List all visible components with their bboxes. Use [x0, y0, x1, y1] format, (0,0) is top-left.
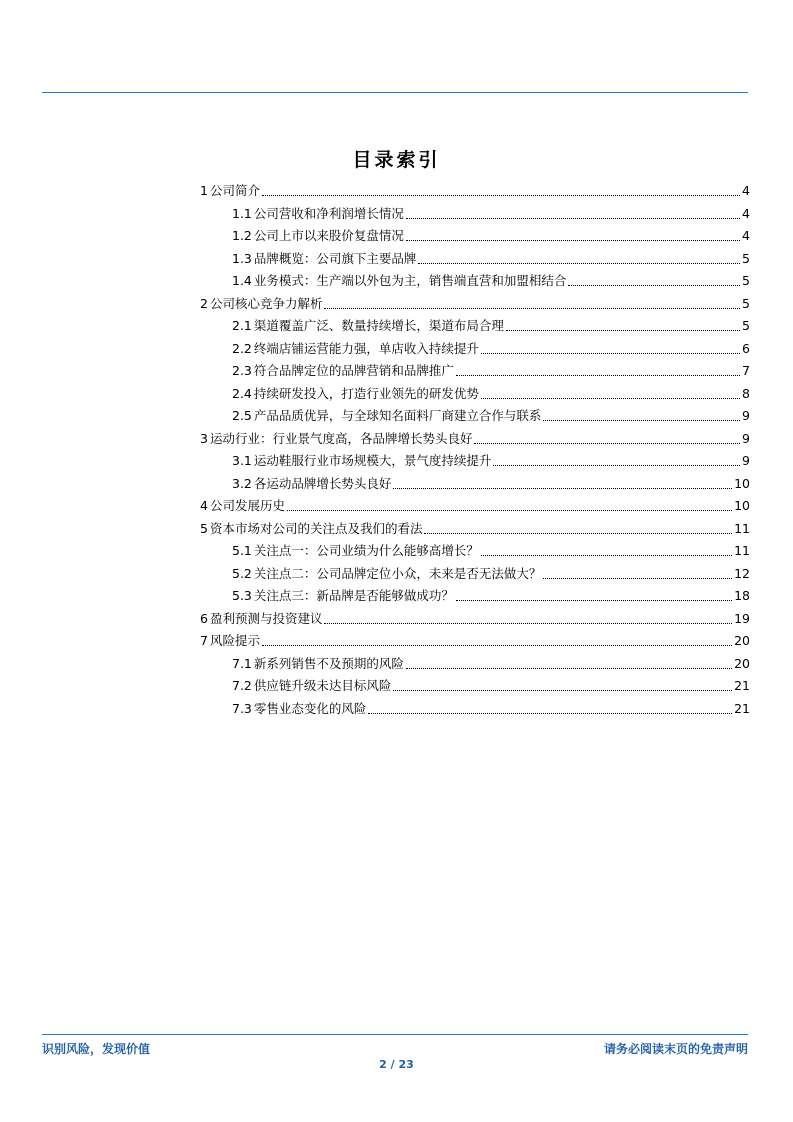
toc-entry[interactable] — [232, 382, 750, 402]
toc-label: 业务模式：生产端以外包为主，销售端直营和加盟相结合 — [253, 273, 567, 288]
toc-leader — [324, 623, 732, 624]
toc-leader — [543, 578, 732, 579]
toc-entry[interactable] — [200, 292, 750, 312]
toc-entry[interactable] — [232, 674, 750, 694]
toc-label: 公司营收和净利润增长情况 — [253, 205, 404, 221]
toc-label: 终端店铺运营能力强，单店收入持续提升 — [253, 340, 479, 356]
toc-label: 公司上市以来股价复盘情况 — [253, 228, 404, 243]
toc-leader — [481, 555, 732, 556]
toc-entry[interactable] — [232, 472, 750, 492]
toc-number: 1.1 — [232, 205, 252, 221]
toc-page: 20 — [734, 633, 750, 648]
toc-leader — [393, 488, 732, 489]
toc-entry[interactable] — [232, 404, 750, 424]
toc-page: 7 — [742, 363, 750, 378]
toc-page: 9 — [742, 408, 750, 423]
toc-label: 公司核心竞争力解析 — [209, 295, 323, 311]
toc-entry[interactable] — [232, 697, 750, 717]
toc-entry[interactable] — [232, 337, 750, 357]
toc-leader — [481, 398, 740, 399]
toc-label: 关注点二：公司品牌定位小众，未来是否无法做大？ — [253, 565, 542, 581]
toc-number: 7 — [200, 633, 208, 648]
toc-page: 5 — [742, 295, 750, 311]
toc-label: 品牌概览：公司旗下主要品牌 — [253, 250, 417, 266]
toc-page: 9 — [742, 453, 750, 468]
toc-number: 5.2 — [232, 565, 252, 581]
toc-label: 运动鞋服行业市场规模大，景气度持续提升 — [253, 453, 492, 468]
toc-number: 7.1 — [232, 655, 252, 671]
toc-number: 5 — [200, 520, 208, 536]
toc-page: 5 — [742, 273, 750, 288]
toc-number: 2.5 — [232, 408, 252, 423]
toc-leader — [262, 195, 740, 196]
toc-number: 5.1 — [232, 543, 252, 558]
toc-page: 10 — [734, 498, 750, 513]
toc-entry[interactable] — [232, 359, 750, 379]
toc-label: 持续研发投入，打造行业领先的研发优势 — [253, 385, 479, 401]
toc-entry[interactable] — [200, 427, 750, 447]
toc-number: 7.2 — [232, 678, 252, 693]
footer-slogan: 识别风险，发现价值 — [42, 1042, 151, 1056]
header-rule — [42, 92, 748, 93]
toc-entry[interactable] — [232, 562, 750, 582]
toc-page: 10 — [734, 475, 750, 491]
toc-page: 4 — [742, 183, 750, 198]
toc-label: 零售业态变化的风险 — [253, 700, 367, 716]
toc-entry[interactable] — [200, 607, 750, 627]
toc-entry[interactable] — [232, 449, 750, 469]
toc-leader — [262, 645, 732, 646]
toc-entry[interactable] — [232, 247, 750, 267]
toc-entry[interactable] — [200, 179, 750, 199]
toc-number: 4 — [200, 498, 208, 513]
toc-leader — [406, 240, 740, 241]
toc-leader — [424, 533, 732, 534]
toc-page: 18 — [734, 588, 750, 603]
toc-leader — [287, 510, 732, 511]
toc-number: 1.3 — [232, 250, 252, 266]
toc-label: 产品品质优异，与全球知名面料厂商建立合作与联系 — [253, 408, 542, 423]
toc-leader — [406, 668, 732, 669]
toc-page: 8 — [742, 385, 750, 401]
toc-label: 公司简介 — [209, 183, 260, 198]
toc-label: 资本市场对公司的关注点及我们的看法 — [209, 520, 423, 536]
toc-page: 4 — [742, 205, 750, 221]
toc-number: 7.3 — [232, 700, 252, 716]
toc-label: 公司发展历史 — [209, 498, 285, 513]
toc-leader — [456, 600, 732, 601]
toc-page: 5 — [742, 318, 750, 333]
toc-entry[interactable] — [200, 494, 750, 514]
toc-number: 2.2 — [232, 340, 252, 356]
toc-number: 1.2 — [232, 228, 252, 243]
toc-leader — [493, 465, 740, 466]
toc-number: 2.3 — [232, 363, 252, 378]
toc-label: 供应链升级未达目标风险 — [253, 678, 392, 693]
toc-page: 11 — [734, 520, 750, 536]
toc-entry[interactable] — [232, 314, 750, 334]
toc-leader — [456, 375, 740, 376]
toc-number: 1 — [200, 183, 208, 198]
toc-number: 3 — [200, 430, 208, 446]
toc-page: 4 — [742, 228, 750, 243]
toc-leader — [506, 330, 740, 331]
toc-leader — [418, 263, 740, 264]
toc-label: 盈利预测与投资建议 — [209, 610, 323, 626]
toc-number: 5.3 — [232, 588, 252, 603]
page-number: 2 / 23 — [379, 1058, 414, 1071]
toc-page: 19 — [734, 610, 750, 626]
toc-label: 关注点一：公司业绩为什么能够高增长？ — [253, 543, 479, 558]
toc-number: 3.1 — [232, 453, 252, 468]
toc-page: 21 — [734, 700, 750, 716]
toc-leader — [474, 443, 740, 444]
toc-number: 6 — [200, 610, 208, 626]
toc-leader — [406, 218, 740, 219]
toc-entry[interactable] — [232, 652, 750, 672]
toc-label: 新系列销售不及预期的风险 — [253, 655, 404, 671]
toc-leader — [568, 285, 740, 286]
footer-disclaimer-note: 请务必阅读末页的免责声明 — [603, 1042, 748, 1056]
toc-leader — [543, 420, 740, 421]
toc-label: 符合品牌定位的品牌营销和品牌推广 — [253, 363, 454, 378]
toc-entry[interactable] — [232, 539, 750, 559]
toc-label: 关注点三：新品牌是否能够做成功？ — [253, 588, 454, 603]
toc-entry[interactable] — [232, 584, 750, 604]
toc-page: 21 — [734, 678, 750, 693]
toc-page: 11 — [734, 543, 750, 558]
toc-page: 20 — [734, 655, 750, 671]
toc-label: 各运动品牌增长势头良好 — [253, 475, 392, 491]
toc-page: 12 — [734, 565, 750, 581]
toc-page: 9 — [742, 430, 750, 446]
toc-entry[interactable] — [232, 224, 750, 244]
toc-label: 风险提示 — [209, 633, 260, 648]
footer-rule — [42, 1034, 748, 1035]
toc-number: 1.4 — [232, 273, 252, 288]
toc-entry[interactable] — [200, 517, 750, 537]
page-title: 目录索引 — [352, 149, 441, 171]
toc-entry[interactable] — [232, 269, 750, 289]
toc-leader — [324, 308, 740, 309]
toc-entry[interactable] — [200, 629, 750, 649]
toc-page: 5 — [742, 250, 750, 266]
toc-label: 渠道覆盖广泛、数量持续增长，渠道布局合理 — [253, 318, 504, 333]
toc-leader — [481, 353, 740, 354]
toc-label: 运动行业：行业景气度高，各品牌增长势头良好 — [209, 430, 473, 446]
toc-number: 3.2 — [232, 475, 252, 491]
toc-entry[interactable] — [232, 202, 750, 222]
toc-page: 6 — [742, 340, 750, 356]
toc-leader — [368, 713, 732, 714]
toc-number: 2.1 — [232, 318, 252, 333]
toc-leader — [393, 690, 732, 691]
toc-number: 2 — [200, 295, 208, 311]
toc-number: 2.4 — [232, 385, 252, 401]
